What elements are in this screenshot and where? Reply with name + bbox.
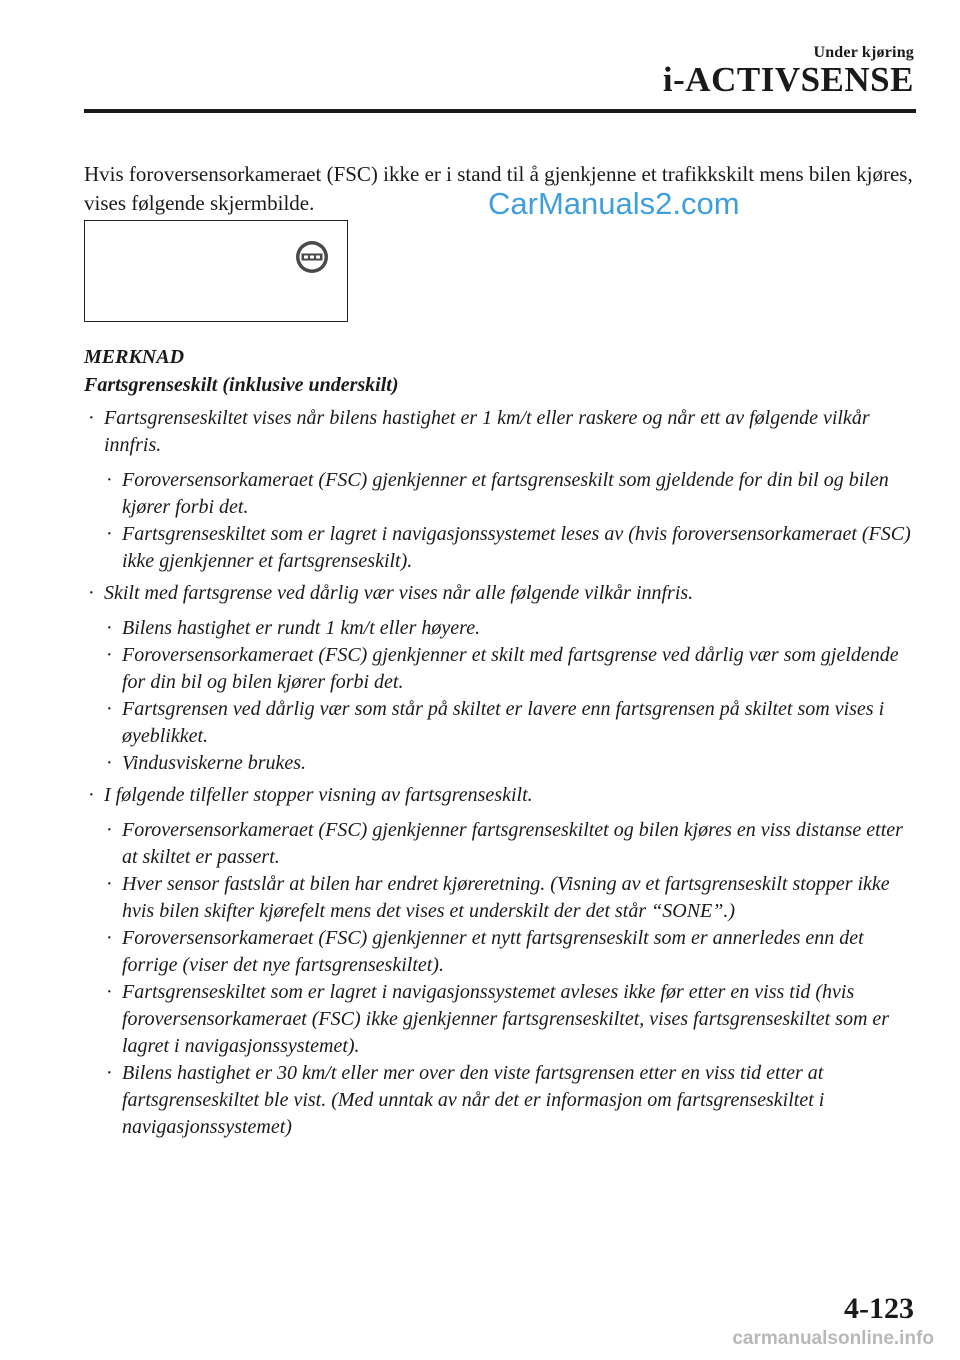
header-rule <box>84 109 916 113</box>
bullet-dot: · <box>106 981 113 1003</box>
bullet-text: Foroversensorkameraet (FSC) gjenkjenner fartsgrenseskiltet og bilen kjøres en viss distanse etter at skiltet er passert. <box>122 819 903 868</box>
bullet-text: Bilens hastighet er rundt 1 km/t eller høyere. <box>122 617 481 639</box>
sub-bullet-item <box>84 696 914 750</box>
bullet-dot: · <box>106 698 113 720</box>
sub-bullet-item <box>84 615 914 642</box>
bullet-text: Bilens hastighet er 30 km/t eller mer over den viste fartsgrensen etter en viss tid etter at fartsgrenseskiltet ble vist. (Med unntak av når det er informasjon om fartsgrenseskiltet i navigasjonssystemet) <box>122 1062 825 1138</box>
chapter-title: i-ACTIVSENSE <box>662 60 914 99</box>
bullet-dot: · <box>88 784 95 806</box>
sub-bullet-item <box>84 925 914 979</box>
page-number: 4-123 <box>844 1292 914 1325</box>
bullet-text: Skilt med fartsgrense ved dårlig vær vises når alle følgende vilkår innfris. <box>104 582 694 604</box>
bullet-item <box>84 405 914 459</box>
bullet-dot: · <box>106 523 113 545</box>
bullet-dot: · <box>106 644 113 666</box>
bullet-text: Fartsgrenseskiltet som er lagret i navigasjonssystemet avleses ikke før etter en viss tid (hvis foroversensorkameraet (FSC) ikke gjenkjenner fartsgrenseskiltet, vises fartsgrenseskiltet som er lagret i navigasjonssystemet). <box>122 981 890 1057</box>
bullet-dot: · <box>106 927 113 949</box>
bullet-dot: · <box>106 752 113 774</box>
bullet-dot: · <box>106 469 113 491</box>
bullet-text: Vindusviskerne brukes. <box>122 752 307 774</box>
bullet-item <box>84 782 914 809</box>
bullet-text: Foroversensorkameraet (FSC) gjenkjenner et fartsgrenseskilt som gjeldende for din bil og bilen kjører forbi det. <box>122 469 889 518</box>
no-sign-icon <box>294 239 330 275</box>
bullet-text: Fartsgrenseskiltet som er lagret i navigasjonssystemet leses av (hvis foroversensorkameraet (FSC) ikke gjenkjenner et fartsgrenseskilt). <box>122 523 911 572</box>
sub-bullet-item <box>84 642 914 696</box>
bullet-text: I følgende tilfeller stopper visning av fartsgrenseskilt. <box>104 784 533 806</box>
sub-bullet-item <box>84 467 914 521</box>
note-subtitle: Fartsgrenseskilt (inklusive underskilt) <box>84 374 399 396</box>
bullet-text: Hver sensor fastslår at bilen har endret kjøreretning. (Visning av et fartsgrenseskilt stopper ikke hvis bilen skifter kjørefelt mens det vises et underskilt der det står “SONE”.) <box>122 873 890 922</box>
footer-watermark: carmanualsonline.info <box>732 1328 934 1349</box>
section-label: Under kjøring <box>813 44 914 61</box>
note-title: MERKNAD <box>84 346 185 368</box>
bullet-text: Fartsgrenseskiltet vises når bilens hastighet er 1 km/t eller raskere og når ett av følgende vilkår innfris. <box>104 407 870 456</box>
bullet-text: Fartsgrensen ved dårlig vær som står på skiltet er lavere enn fartsgrensen på skiltet som vises i øyeblikket. <box>122 698 885 747</box>
bullet-dot: · <box>106 617 113 639</box>
bullet-text: Foroversensorkameraet (FSC) gjenkjenner et nytt fartsgrenseskilt som er annerledes enn det forrige (viser det nye fartsgrenseskiltet). <box>122 927 864 976</box>
note-section <box>84 343 914 1141</box>
bullet-dot: · <box>106 1062 113 1084</box>
intro-paragraph: Hvis foroversensorkameraet (FSC) ikke er i stand til å gjenkjenne et trafikkskilt mens bilen kjøres, vises følgende skjermbilde. <box>84 162 913 215</box>
display-screen-illustration <box>84 220 348 322</box>
sub-bullet-item <box>84 817 914 871</box>
bullet-dot: · <box>88 582 95 604</box>
bullet-dot: · <box>88 407 95 429</box>
sub-bullet-item <box>84 750 914 777</box>
bullet-item <box>84 580 914 607</box>
sub-bullet-item <box>84 521 914 575</box>
sub-bullet-item <box>84 1060 914 1141</box>
sub-bullet-item <box>84 979 914 1060</box>
bullet-text: Foroversensorkameraet (FSC) gjenkjenner et skilt med fartsgrense ved dårlig vær som gjeldende for din bil og bilen kjører forbi det. <box>122 644 899 693</box>
bullet-dot: · <box>106 873 113 895</box>
watermark: CarManuals2.com <box>488 186 740 221</box>
sub-bullet-item <box>84 871 914 925</box>
bullet-dot: · <box>106 819 113 841</box>
